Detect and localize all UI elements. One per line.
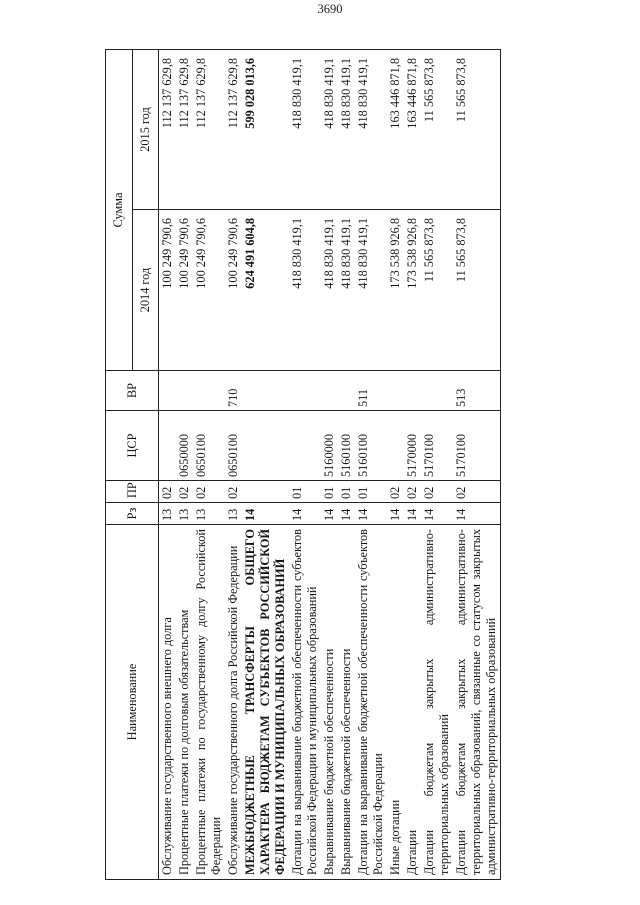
- row-sum-2014: 100 249 790,6: [159, 210, 177, 371]
- row-vr: 513: [453, 371, 501, 411]
- row-name: Процентные платежи по долговым обязательствам: [176, 525, 193, 880]
- row-pr: 02: [404, 481, 421, 503]
- header-year-2014: 2014 год: [132, 210, 159, 371]
- table-row: [176, 49, 193, 879]
- table-row: [242, 49, 289, 879]
- row-pr: 02: [193, 481, 225, 503]
- table-row: [404, 49, 421, 879]
- row-sum-2014: 418 830 419,1: [289, 210, 321, 371]
- row-sum-2014: 11 565 873,8: [421, 210, 453, 371]
- page-number-strip: [110, 0, 550, 20]
- row-sum-2014: 418 830 419,1: [355, 210, 387, 371]
- row-csr: 5170100: [453, 411, 501, 481]
- row-name: Дотации: [404, 525, 421, 880]
- row-vr: [338, 371, 355, 411]
- row-vr: 511: [355, 371, 387, 411]
- row-pr: [242, 481, 289, 503]
- row-vr: [404, 371, 421, 411]
- row-rz: 14: [404, 503, 421, 525]
- row-csr: [289, 411, 321, 481]
- row-pr: 02: [453, 481, 501, 503]
- row-name: Выравнивание бюджетной обеспеченности: [321, 525, 338, 880]
- row-name: Дотации на выравнивание бюджетной обеспеченности субъектов Российской Федерации и муниципальных образований: [289, 525, 321, 880]
- row-sum-2015: 112 137 629,8: [159, 49, 177, 209]
- row-rz: 13: [159, 503, 177, 525]
- row-rz: 14: [421, 503, 453, 525]
- row-pr: 02: [387, 481, 404, 503]
- row-sum-2015: 418 830 419,1: [355, 49, 387, 209]
- row-sum-2015: 112 137 629,8: [176, 49, 193, 209]
- row-sum-2014: 100 249 790,6: [225, 210, 242, 371]
- row-name: Выравнивание бюджетной обеспеченности: [338, 525, 355, 880]
- header-pr: ПР: [106, 481, 159, 503]
- row-csr: [159, 411, 177, 481]
- row-rz: 14: [387, 503, 404, 525]
- table-row: [193, 49, 225, 879]
- row-sum-2014: 418 830 419,1: [321, 210, 338, 371]
- row-csr: 5160000: [321, 411, 338, 481]
- row-sum-2014: 100 249 790,6: [193, 210, 225, 371]
- row-sum-2014: 173 538 926,8: [404, 210, 421, 371]
- row-name: Дотации бюджетам закрытых административно-территориальных образований, связанные со статусом закрытых административно-территориальных образований: [453, 525, 501, 880]
- row-csr: 0650100: [225, 411, 242, 481]
- row-rz: 13: [193, 503, 225, 525]
- row-sum-2014: 624 491 604,8: [242, 210, 289, 371]
- row-sum-2015: 11 565 873,8: [453, 49, 501, 209]
- row-rz: 14: [289, 503, 321, 525]
- row-sum-2015: 418 830 419,1: [289, 49, 321, 209]
- row-sum-2015: 418 830 419,1: [321, 49, 338, 209]
- row-pr: 01: [321, 481, 338, 503]
- row-pr: 02: [159, 481, 177, 503]
- row-csr: [242, 411, 289, 481]
- row-sum-2015: 163 446 871,8: [404, 49, 421, 209]
- row-vr: [193, 371, 225, 411]
- row-name: Дотации на выравнивание бюджетной обеспеченности субъектов Российской Федерации: [355, 525, 387, 880]
- row-sum-2014: 100 249 790,6: [176, 210, 193, 371]
- header-rz: Рз: [106, 503, 159, 525]
- row-vr: [159, 371, 177, 411]
- row-csr: 0650100: [193, 411, 225, 481]
- table-row: [321, 49, 338, 879]
- table-body: [159, 49, 501, 879]
- header-vr: ВР: [106, 371, 159, 411]
- row-vr: [321, 371, 338, 411]
- header-name: Наименование: [106, 525, 159, 880]
- row-sum-2015: 418 830 419,1: [338, 49, 355, 209]
- row-vr: [421, 371, 453, 411]
- row-csr: 5160100: [355, 411, 387, 481]
- row-pr: 01: [289, 481, 321, 503]
- table-row: [338, 49, 355, 879]
- header-csr: ЦСР: [106, 411, 159, 481]
- budget-table: [105, 49, 501, 880]
- row-pr: 02: [225, 481, 242, 503]
- row-rz: 14: [338, 503, 355, 525]
- row-rz: 14: [453, 503, 501, 525]
- row-rz: 14: [355, 503, 387, 525]
- table-row: [387, 49, 404, 879]
- row-name: МЕЖБЮДЖЕТНЫЕ ТРАНСФЕРТЫ ОБЩЕГО ХАРАКТЕРА БЮДЖЕТАМ СУБЪЕКТОВ РОССИЙСКОЙ ФЕДЕРАЦИИ И МУНИЦИПАЛЬНЫХ ОБРАЗОВАНИЙ: [242, 525, 289, 880]
- row-pr: 02: [176, 481, 193, 503]
- table-row: [355, 49, 387, 879]
- row-vr: 710: [225, 371, 242, 411]
- page-number: 3690: [317, 2, 343, 16]
- row-name: Обслуживание государственного долга Российской Федерации: [225, 525, 242, 880]
- row-pr: 01: [338, 481, 355, 503]
- row-csr: 0650000: [176, 411, 193, 481]
- row-sum-2015: 112 137 629,8: [225, 49, 242, 209]
- table-row: [421, 49, 453, 879]
- row-vr: [289, 371, 321, 411]
- table-row: [289, 49, 321, 879]
- row-sum-2014: 173 538 926,8: [387, 210, 404, 371]
- row-csr: [387, 411, 404, 481]
- row-pr: 01: [355, 481, 387, 503]
- row-rz: 14: [321, 503, 338, 525]
- row-name: Процентные платежи по государственному долгу Российской Федерации: [193, 525, 225, 880]
- row-pr: 02: [421, 481, 453, 503]
- rotated-table-container: [105, 2, 550, 880]
- row-rz: 13: [225, 503, 242, 525]
- row-vr: [242, 371, 289, 411]
- row-rz: 13: [176, 503, 193, 525]
- row-name: Иные дотации: [387, 525, 404, 880]
- row-sum-2014: 418 830 419,1: [338, 210, 355, 371]
- header-sum: Сумма: [106, 49, 133, 370]
- row-sum-2015: 163 446 871,8: [387, 49, 404, 209]
- row-name: Дотации бюджетам закрытых административно-территориальных образований: [421, 525, 453, 880]
- row-vr: [176, 371, 193, 411]
- row-csr: 5160100: [338, 411, 355, 481]
- row-rz: 14: [242, 503, 289, 525]
- row-sum-2015: 11 565 873,8: [421, 49, 453, 209]
- row-csr: 5170100: [421, 411, 453, 481]
- row-sum-2015: 112 137 629,8: [193, 49, 225, 209]
- table-row: [159, 49, 177, 879]
- row-name: Обслуживание государственного внешнего долга: [159, 525, 177, 880]
- row-csr: 5170000: [404, 411, 421, 481]
- row-sum-2014: 11 565 873,8: [453, 210, 501, 371]
- row-vr: [387, 371, 404, 411]
- table-row: [453, 49, 501, 879]
- row-sum-2015: 599 028 013,6: [242, 49, 289, 209]
- table-row: [225, 49, 242, 879]
- header-year-2015: 2015 год: [132, 49, 159, 209]
